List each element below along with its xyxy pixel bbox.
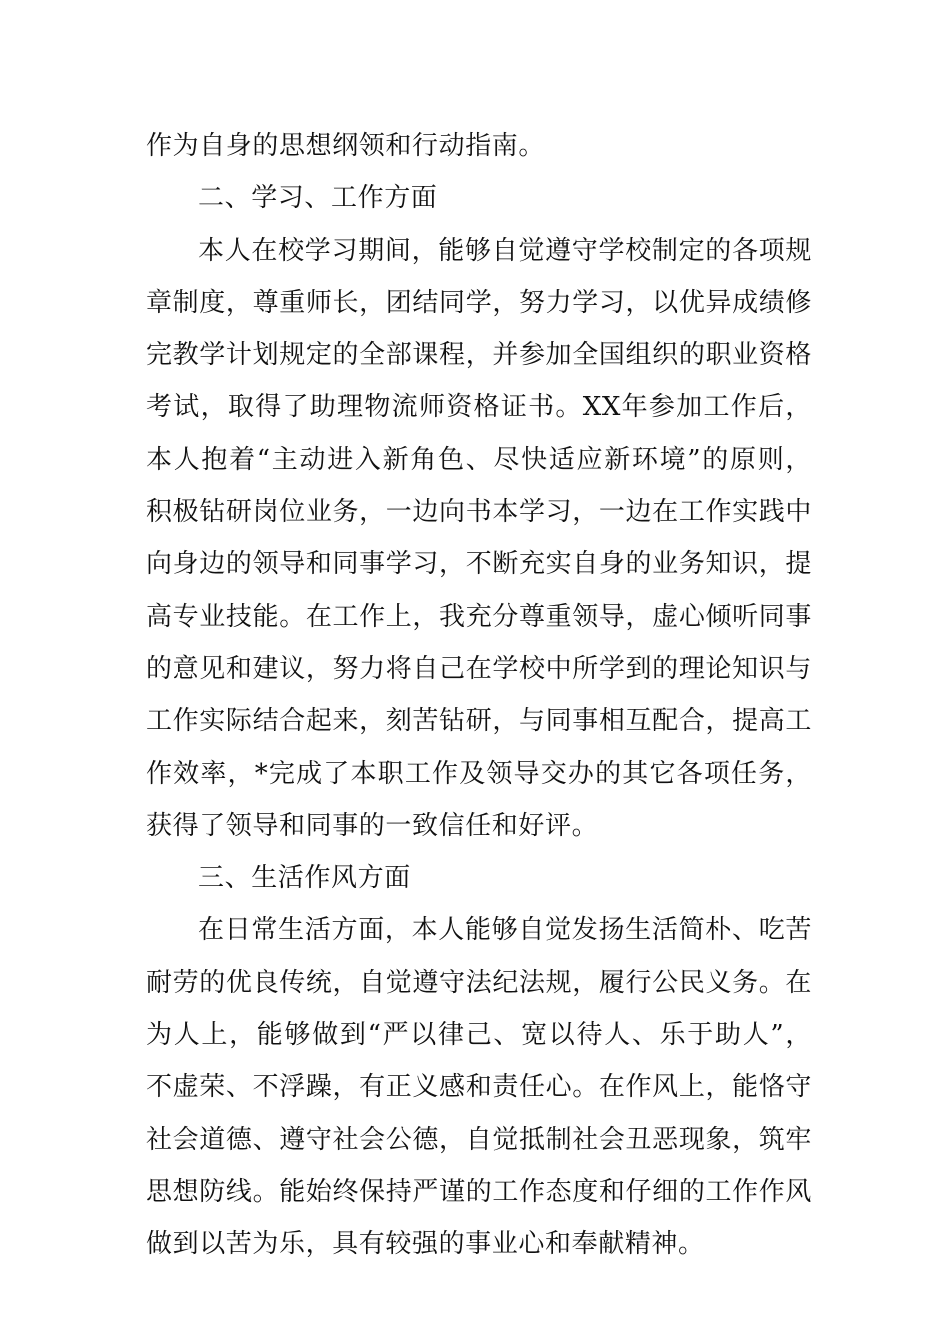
paragraph-life-style: 在日常生活方面，本人能够自觉发扬生活简朴、吃苦耐劳的优良传统，自觉遵守法纪法规，履行公民义务。在为人上，能够做到“严以律己、宽以待人、乐于助人”，不虚荣、不浮躁，有正义感和责任心。在作风上，能恪守社会道德、遵守社会公德，自觉抵制社会丑恶现象，筑牢思想防线。能始终保持严谨的工作态度和仔细的工作作风做到以苦为乐，具有较强的事业心和奉献精神。 (146, 915, 812, 1260)
section-heading-life-style: 三、生活作风方面 (198, 863, 411, 894)
section-heading-study-work: 二、学习、工作方面 (198, 183, 438, 214)
paragraph-study-work: 本人在校学习期间，能够自觉遵守学校制定的各项规章制度，尊重师长，团结同学，努力学习，以优异成绩修完教学计划规定的全部课程，并参加全国组织的职业资格考试，取得了助理物流师资格证书。XX年参加工作后，本人抱着“主动进入新角色、尽快适应新环境”的原则，积极钻研岗位业务，一边向书本学习，一边在工作实践中向身边的领导和同事学习，不断充实自身的业务知识，提高专业技能。在工作上，我充分尊重领导，虚心倾听同事的意见和建议，努力将自己在学校中所学到的理论知识与工作实际结合起来，刻苦钻研，与同事相互配合，提高工作效率，*完成了本职工作及领导交办的其它各项任务，获得了领导和同事的一致信任和好评。 (146, 235, 812, 841)
paragraph-continuation: 作为自身的思想纲领和行动指南。 (146, 131, 546, 161)
document-body (146, 120, 812, 1271)
